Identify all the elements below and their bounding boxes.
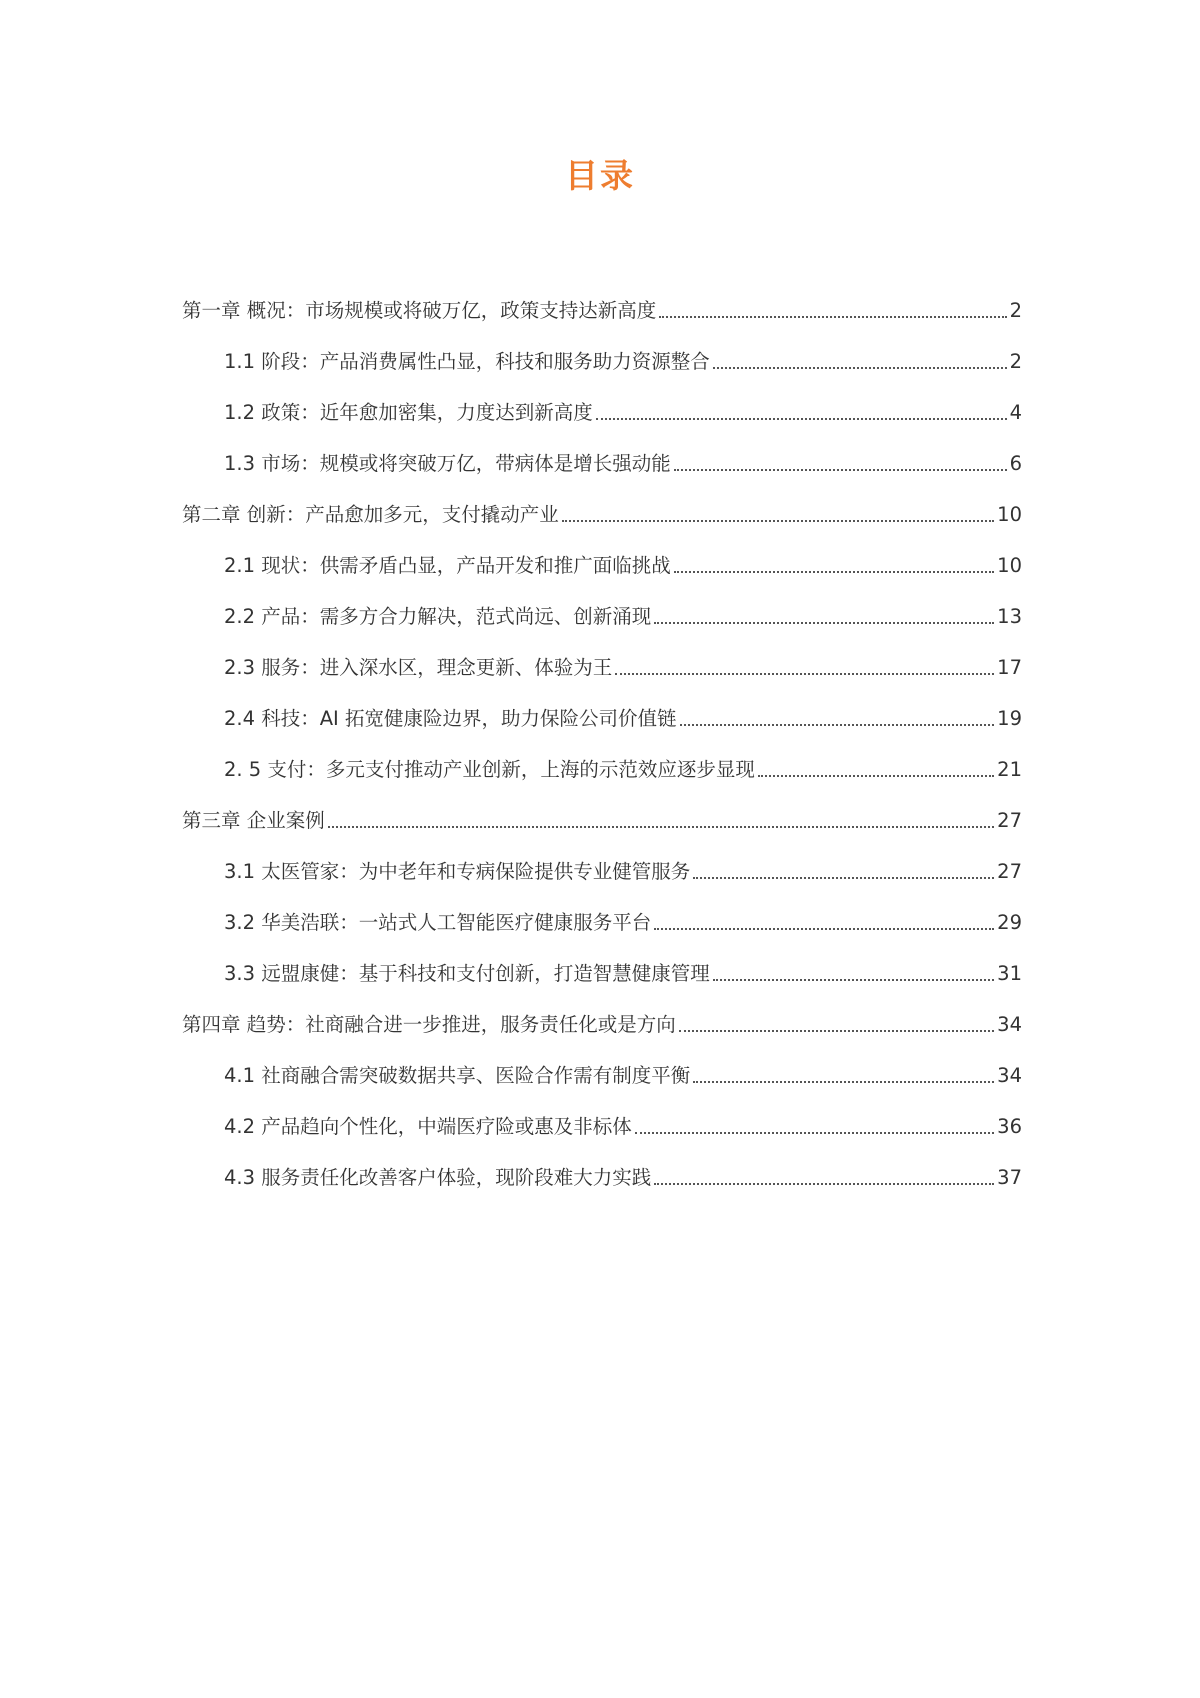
toc-dot-leader [654, 928, 994, 930]
toc-page-number: 27 [997, 809, 1022, 832]
toc-dot-leader [654, 622, 994, 624]
toc-entry-text: 第一章 概况：市场规模或将破万亿，政策支持达新高度 [182, 299, 657, 322]
toc-entry-text: 第四章 趋势：社商融合进一步推进，服务责任化或是方向 [182, 1013, 676, 1036]
toc-dot-leader [674, 469, 1007, 471]
toc-dot-leader [654, 1183, 994, 1185]
toc-entry-text: 2.1 现状：供需矛盾凸显，产品开发和推广面临挑战 [224, 554, 671, 577]
toc-page-number: 13 [997, 605, 1022, 628]
toc-dot-leader [659, 316, 1006, 318]
toc-page-number: 37 [997, 1166, 1022, 1189]
toc-entry-text: 4.1 社商融合需突破数据共享、医险合作需有制度平衡 [224, 1064, 691, 1087]
toc-section-entry[interactable] [182, 733, 1022, 784]
toc-page-number: 4 [1009, 401, 1022, 424]
toc-section-entry[interactable] [182, 1039, 1022, 1090]
toc-section-entry[interactable] [182, 529, 1022, 580]
toc-entry-text: 3.2 华美浩联：一站式人工智能医疗健康服务平台 [224, 911, 652, 934]
toc-section-entry[interactable] [182, 1141, 1022, 1192]
toc-section-entry[interactable] [182, 886, 1022, 937]
toc-dot-leader [693, 877, 994, 879]
toc-chapter-entry[interactable] [182, 478, 1022, 529]
toc-entry-text: 4.3 服务责任化改善客户体验，现阶段难大力实践 [224, 1166, 652, 1189]
toc-dot-leader [713, 367, 1007, 369]
toc-entry-text: 1.1 阶段：产品消费属性凸显，科技和服务助力资源整合 [224, 350, 710, 373]
toc-dot-leader [328, 826, 994, 828]
toc-dot-leader [596, 418, 1007, 420]
toc-page-number: 21 [997, 758, 1022, 781]
toc-page-number: 34 [997, 1064, 1022, 1087]
toc-entry-text: 第二章 创新：产品愈加多元，支付撬动产业 [182, 503, 559, 526]
toc-dot-leader [615, 673, 994, 675]
toc-page-number: 19 [997, 707, 1022, 730]
toc-section-entry[interactable] [182, 682, 1022, 733]
toc-section-entry[interactable] [182, 835, 1022, 886]
toc-section-entry[interactable] [182, 427, 1022, 478]
toc-entry-text: 2. 5 支付：多元支付推动产业创新，上海的示范效应逐步显现 [224, 758, 755, 781]
toc-section-entry[interactable] [182, 325, 1022, 376]
toc-dot-leader [562, 520, 994, 522]
toc-page-number: 34 [997, 1013, 1022, 1036]
toc-page-number: 10 [997, 554, 1022, 577]
toc-entry-text: 1.2 政策：近年愈加密集，力度达到新高度 [224, 401, 593, 424]
toc-list [182, 274, 1022, 1192]
toc-section-entry[interactable] [182, 376, 1022, 427]
toc-chapter-entry[interactable] [182, 274, 1022, 325]
toc-entry-text: 4.2 产品趋向个性化，中端医疗险或惠及非标体 [224, 1115, 632, 1138]
toc-page-number: 2 [1009, 299, 1022, 322]
toc-entry-text: 3.3 远盟康健：基于科技和支付创新，打造智慧健康管理 [224, 962, 710, 985]
toc-page-number: 31 [997, 962, 1022, 985]
toc-entry-text: 2.3 服务：进入深水区，理念更新、体验为王 [224, 656, 613, 679]
toc-page-number: 6 [1009, 452, 1022, 475]
toc-dot-leader [674, 571, 994, 573]
toc-entry-text: 1.3 市场：规模或将突破万亿，带病体是增长强动能 [224, 452, 671, 475]
toc-title: 目录 [565, 156, 635, 195]
toc-section-entry[interactable] [182, 937, 1022, 988]
toc-entry-text: 3.1 太医管家：为中老年和专病保险提供专业健管服务 [224, 860, 691, 883]
toc-dot-leader [758, 775, 994, 777]
toc-dot-leader [635, 1132, 994, 1134]
toc-entry-text: 2.2 产品：需多方合力解决，范式尚远、创新涌现 [224, 605, 652, 628]
toc-chapter-entry[interactable] [182, 784, 1022, 835]
toc-page-number: 10 [997, 503, 1022, 526]
toc-page-number: 2 [1009, 350, 1022, 373]
toc-section-entry[interactable] [182, 631, 1022, 682]
toc-dot-leader [679, 1030, 994, 1032]
toc-section-entry[interactable] [182, 580, 1022, 631]
toc-page-number: 29 [997, 911, 1022, 934]
toc-page-number: 27 [997, 860, 1022, 883]
toc-dot-leader [693, 1081, 994, 1083]
toc-entry-text: 第三章 企业案例 [182, 809, 325, 832]
toc-chapter-entry[interactable] [182, 988, 1022, 1039]
toc-entry-text: 2.4 科技：AI 拓宽健康险边界，助力保险公司价值链 [224, 707, 677, 730]
toc-section-entry[interactable] [182, 1090, 1022, 1141]
toc-page-number: 17 [997, 656, 1022, 679]
toc-dot-leader [713, 979, 994, 981]
toc-dot-leader [680, 724, 995, 726]
toc-page-number: 36 [997, 1115, 1022, 1138]
